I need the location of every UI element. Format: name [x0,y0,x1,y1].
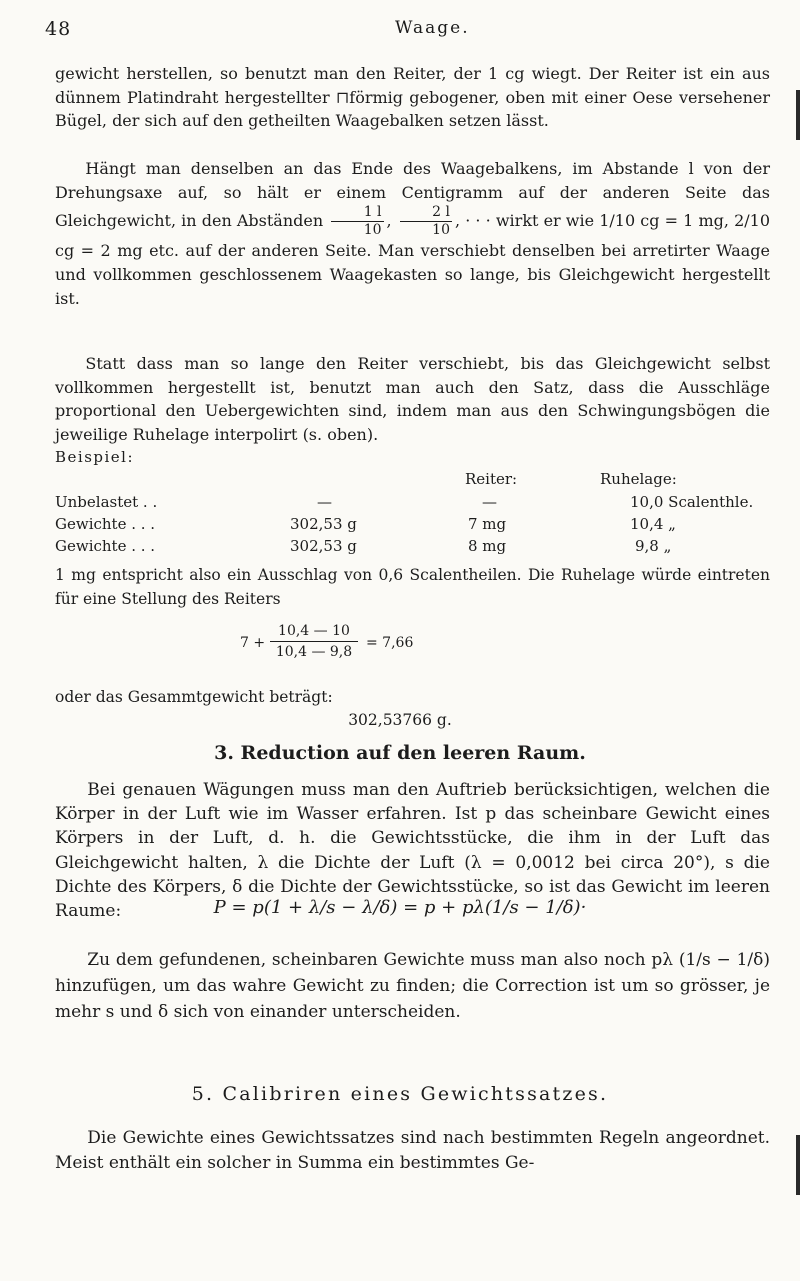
formula-interpolation: 7 + 10,4 — 10 10,4 — 9,8 = 7,66 [240,623,414,660]
fraction-2l-10: $\frac{2 l}{10}$ [400,204,452,239]
scan-edge-mark [796,1135,800,1195]
paragraph-haengt-c: 1/10 cg = 1 mg, 2/10 cg = 2 mg etc. auf der anderen Seite. Man verschiebt denselben bei arretirter Waage und vollkommen geschlossenem Waagekasten so lange, bis Gleichgewicht hergestellt ist. [55,211,771,308]
example-table: Beispiel: Reiter: Ruhelage: Unbelastet . . — — 10,0 Scalenthle. Gewichte . . . 302,53 g 7 mg 10,4 „ Gewichte . . . 302,53 g 8 mg 9,8 „ [55,448,754,555]
paragraph-statt: Statt dass man so lange den Reiter verschiebt, bis das Gleichgewicht selbst vollkommen hergestellt ist, benutzt man auch den Satz, dass die Ausschläge proportional den Uebergewichten sind, indem man aus den Schwingungsbögen die jeweilige Ruhelage interpolirt (s. oben). [55,354,770,445]
paragraph-haengt-a: Hängt man denselben an das Ende des Waagebalkens, im Abstande l von der Drehungsaxe auf, so hält er einem Centigramm auf der anderen Seite das Gleichgewicht, in den Abständen [55,159,770,231]
paragraph-haengt: Hängt man denselben an das Ende des Waagebalkens, im Abstande l von der Drehungsaxe auf, so hält er einem Centigramm auf der anderen Seite das Gleichgewicht, in den Abständen $\frac{1 l}{10}$ , $\frac{2 l}{10}$ , · · · wirkt er wie 1/10 cg = 1 mg, 2/10 cg = 2 mg etc. auf der anderen Seite. Man verschiebt denselben bei arretirter Waage und vollkommen geschlossenem Waagekasten so lange, bis Gleichgewicht hergestellt ist. [55,159,771,308]
column-header-ruhelage: Ruhelage: [600,470,677,488]
paragraph-auftrieb: Bei genauen Wägungen muss man den Auftrieb berücksichtigen, welchen die Körper in der Luft wie im Wasser erfahren. Ist p das scheinbare Gewicht eines Körpers in der Luft, d. h. die Gewichtsstücke, die ihm in der Luft das Gleichgewicht halten, λ die Dichte der Luft (λ = 0,0012 bei circa 20°), s die Dichte des Körpers, δ die Dichte der Gewichtsstücke, so ist das Gewicht im leeren Raume: [55,780,770,922]
paragraph-gesammtgewicht: oder das Gesammtgewicht beträgt: [55,688,333,706]
page-header [0,18,800,48]
paragraph-reiter-intro: gewicht herstellen, so benutzt man den Reiter, der 1 cg wiegt. Der Reiter ist ein aus dünnem Platindraht hergestellter ⊓förmig gebogener, oben mit einer Oese versehener Bügel, der sich auf den getheilten Waagebalken setzen lässt. [55,64,770,131]
paragraph-correction: Zu dem gefundenen, scheinbaren Gewichte muss man also noch pλ (1/s − 1/δ) hinzufügen, um das wahre Gewicht zu finden; die Correction ist um so grösser, je mehr s und δ sich von einander unterscheiden. [55,950,770,1022]
paragraph-entspricht: 1 mg entspricht also ein Ausschlag von 0,6 Scalentheilen. Die Ruhelage würde eintreten für eine Stellung des Reiters [55,566,770,608]
scan-edge-mark [796,90,800,140]
formula-vacuum-weight: P = p(1 + λ/s − λ/δ) = p + pλ(1/s − 1/δ)· [213,897,587,918]
paragraph-calibriren: Die Gewichte eines Gewichtssatzes sind nach bestimmten Regeln angeordnet. Meist enthält ein solcher in Summa ein bestimmtes Ge- [55,1128,770,1173]
paragraph-haengt-b: , · · · wirkt er wie [455,211,595,231]
section-5-heading: 5. Calibriren eines Gewichtssatzes. [191,1083,609,1105]
fraction-1l-10: $\frac{1 l}{10}$ [331,204,383,239]
running-head: Waage. [395,18,470,38]
section-3-heading: 3. Reduction auf den leeren Raum. [214,742,586,764]
column-header-reiter: Reiter: [465,470,518,488]
page-number: 48 [45,18,72,40]
total-weight: 302,53766 g. [348,711,452,729]
example-label: Beispiel: [55,448,135,466]
